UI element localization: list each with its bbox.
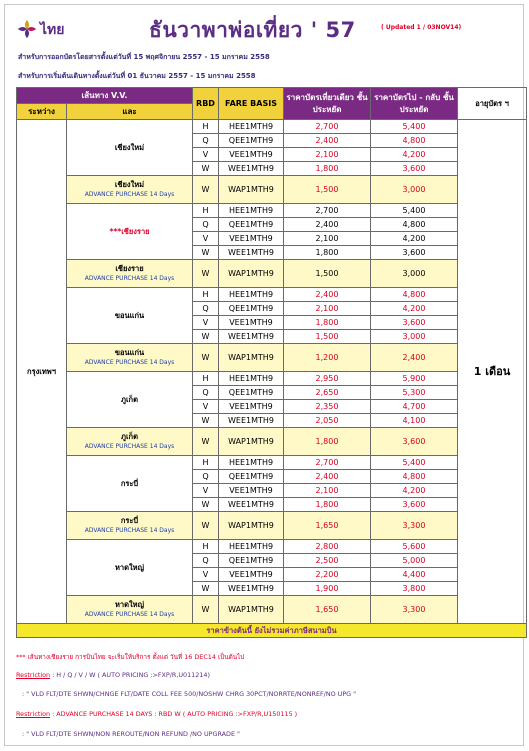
restriction-1: Restriction : H / Q / V / W ( AUTO PRICING :>FXP/R,U011214) <box>16 671 210 679</box>
rt-fare-cell: 4,800 <box>371 470 458 484</box>
fare-row <box>17 540 527 554</box>
rbd-cell: V <box>193 568 219 582</box>
ow-fare-cell: 2,100 <box>284 148 371 162</box>
rbd-cell: W <box>193 176 219 204</box>
fare-basis-cell: WAP1MTH9 <box>219 344 284 372</box>
advance-purchase-row <box>17 344 527 372</box>
fare-basis-cell: WEE1MTH9 <box>219 582 284 596</box>
rbd-cell: V <box>193 148 219 162</box>
thai-airways-logo-icon <box>16 18 38 40</box>
ow-fare-cell: 2,350 <box>284 400 371 414</box>
fare-basis-cell: WAP1MTH9 <box>219 176 284 204</box>
travel-period: สำหรับการเริ่มต้นเดินทางตั้งแต่วันที่ 01 ธันวาคม 2557 - 15 มกราคม 2558 <box>18 72 256 80</box>
fare-basis-cell: QEE1MTH9 <box>219 218 284 232</box>
ow-fare-cell: 1,650 <box>284 596 371 624</box>
rbd-cell: H <box>193 288 219 302</box>
rt-fare-cell: 4,100 <box>371 414 458 428</box>
advance-destination: ภูเก็ต <box>121 432 138 442</box>
advance-destination: หาดใหญ่ <box>114 600 145 610</box>
rbd-cell: H <box>193 540 219 554</box>
logo-wordmark: ไทย <box>40 22 65 38</box>
advance-destination: เชียงใหม่ <box>114 180 145 190</box>
rbd-cell: W <box>193 498 219 512</box>
fare-basis-cell: WEE1MTH9 <box>219 162 284 176</box>
advance-destination-cell <box>67 596 193 624</box>
fare-basis-cell: HEE1MTH9 <box>219 204 284 218</box>
advance-purchase-label: ADVANCE PURCHASE 14 Days <box>84 442 175 450</box>
destination-cell: เชียงใหม่ <box>67 120 193 176</box>
advance-destination: ขอนแก่น <box>114 348 145 358</box>
rbd-cell: W <box>193 414 219 428</box>
rt-fare-cell: 4,200 <box>371 484 458 498</box>
rt-fare-cell: 5,900 <box>371 372 458 386</box>
ow-fare-cell: 2,400 <box>284 288 371 302</box>
rbd-cell: W <box>193 260 219 288</box>
rbd-cell: Q <box>193 302 219 316</box>
ow-fare-cell: 2,050 <box>284 414 371 428</box>
rbd-cell: W <box>193 582 219 596</box>
ow-fare-cell: 2,400 <box>284 470 371 484</box>
advance-destination-cell <box>67 512 193 540</box>
rbd-cell: H <box>193 456 219 470</box>
fare-basis-cell: QEE1MTH9 <box>219 134 284 148</box>
rt-fare-cell: 3,000 <box>371 176 458 204</box>
ow-fare-cell: 2,650 <box>284 386 371 400</box>
advance-destination-cell <box>67 176 193 204</box>
rbd-cell: Q <box>193 470 219 484</box>
ow-fare-cell: 1,650 <box>284 512 371 540</box>
ow-fare-cell: 2,400 <box>284 134 371 148</box>
fare-basis-cell: WEE1MTH9 <box>219 246 284 260</box>
ow-fare-cell: 2,700 <box>284 204 371 218</box>
fare-basis-cell: WAP1MTH9 <box>219 260 284 288</box>
rbd-cell: Q <box>193 386 219 400</box>
advance-destination: กระบี่ <box>120 516 139 526</box>
destination-cell: กระบี่ <box>67 456 193 512</box>
fare-basis-cell: VEE1MTH9 <box>219 568 284 582</box>
rbd-cell: V <box>193 316 219 330</box>
rt-fare-cell: 4,800 <box>371 288 458 302</box>
ow-fare-cell: 1,800 <box>284 428 371 456</box>
validity-cell: 1 เดือน <box>458 120 527 624</box>
fare-basis-cell: HEE1MTH9 <box>219 372 284 386</box>
origin-cell: กรุงเทพฯ <box>17 120 67 624</box>
ow-fare-cell: 1,500 <box>284 260 371 288</box>
rt-fare-cell: 4,200 <box>371 232 458 246</box>
restriction-2: Restriction : ADVANCE PURCHASE 14 DAYS : RBD W ( AUTO PRICING :>FXP/R,U150115 ) <box>16 710 298 718</box>
rt-fare-cell: 5,000 <box>371 554 458 568</box>
ow-fare-cell: 1,800 <box>284 246 371 260</box>
rt-fare-cell: 4,800 <box>371 218 458 232</box>
rt-fare-cell: 3,600 <box>371 162 458 176</box>
fare-basis-cell: HEE1MTH9 <box>219 288 284 302</box>
ow-fare-cell: 1,500 <box>284 176 371 204</box>
rt-fare-cell: 4,700 <box>371 400 458 414</box>
advance-purchase-label: ADVANCE PURCHASE 14 Days <box>84 190 175 198</box>
fare-basis-cell: HEE1MTH9 <box>219 540 284 554</box>
ow-fare-cell: 1,500 <box>284 330 371 344</box>
ow-fare-cell: 2,100 <box>284 302 371 316</box>
advance-purchase-row <box>17 596 527 624</box>
fare-row <box>17 120 527 134</box>
destination-cell: ภูเก็ต <box>67 372 193 428</box>
advance-purchase-label: ADVANCE PURCHASE 14 Days <box>84 358 175 366</box>
ow-fare-cell: 1,800 <box>284 316 371 330</box>
ow-fare-cell: 2,200 <box>284 568 371 582</box>
rbd-cell: V <box>193 400 219 414</box>
ow-fare-cell: 1,200 <box>284 344 371 372</box>
updated-note: ( Updated 1 / 03NOV14) <box>381 24 462 31</box>
ow-fare-cell: 2,100 <box>284 232 371 246</box>
fare-basis-cell: VEE1MTH9 <box>219 316 284 330</box>
fare-table <box>16 87 527 638</box>
advance-purchase-row <box>17 176 527 204</box>
advance-destination-cell <box>67 428 193 456</box>
ow-fare-cell: 2,700 <box>284 120 371 134</box>
advance-purchase-label: ADVANCE PURCHASE 14 Days <box>84 274 175 282</box>
rbd-cell: W <box>193 428 219 456</box>
and-header: และ <box>67 104 193 120</box>
advance-destination-cell <box>67 260 193 288</box>
rbd-cell: Q <box>193 554 219 568</box>
fare-basis-cell: VEE1MTH9 <box>219 484 284 498</box>
rbd-cell: Q <box>193 218 219 232</box>
rbd-cell: Q <box>193 134 219 148</box>
rbd-cell: H <box>193 120 219 134</box>
fare-basis-cell: WAP1MTH9 <box>219 428 284 456</box>
fare-basis-cell: QEE1MTH9 <box>219 554 284 568</box>
advance-purchase-row <box>17 428 527 456</box>
fare-basis-cell: VEE1MTH9 <box>219 400 284 414</box>
fare-row <box>17 456 527 470</box>
advance-destination: เชียงราย <box>115 264 144 274</box>
rt-fare-cell: 3,600 <box>371 428 458 456</box>
rbd-cell: H <box>193 204 219 218</box>
restriction-1-detail: : " VLD FLT/DTE SHWN/CHNGE FLT/DATE COLL FEE 500/NOSHW CHRG 30PCT/NORRTE/NONREF/NO UPG " <box>22 690 357 698</box>
rt-fare-cell: 4,400 <box>371 568 458 582</box>
rt-fare-cell: 3,000 <box>371 330 458 344</box>
fare-basis-cell: HEE1MTH9 <box>219 456 284 470</box>
fare-basis-cell: QEE1MTH9 <box>219 470 284 484</box>
destination-cell: ***เชียงราย <box>67 204 193 260</box>
star-note: *** เส้นทางเชียงราย การบินไทย จะเริ่มให้บริการ ตั้งแต่ วันที่ 16 DEC14 เป็นต้นไป <box>16 653 245 661</box>
tax-note: ราคาข้างต้นนี้ ยังไม่รวมค่าภาษีสนามบิน <box>17 624 527 638</box>
advance-purchase-row <box>17 260 527 288</box>
restriction-2-detail: : " VLD FLT/DTE SHWN/NON REROUTE/NON REFUND /NO UPGRADE " <box>22 730 240 738</box>
rt-fare-cell: 5,400 <box>371 456 458 470</box>
route-header: เส้นทาง V.V. <box>17 88 193 104</box>
rbd-cell: W <box>193 330 219 344</box>
page-title: ธันวาพาพ่อเที่ยว ' 57 <box>149 18 356 42</box>
ow-fare-cell: 2,500 <box>284 554 371 568</box>
rbd-cell: V <box>193 484 219 498</box>
fare-basis-cell: WEE1MTH9 <box>219 498 284 512</box>
fare-basis-cell: VEE1MTH9 <box>219 148 284 162</box>
fare-basis-cell: WEE1MTH9 <box>219 414 284 428</box>
ow-fare-header: ราคาบัตรเที่ยวเดียว ชั้นประหยัด <box>284 88 371 120</box>
rt-fare-cell: 5,600 <box>371 540 458 554</box>
fare-basis-cell: VEE1MTH9 <box>219 232 284 246</box>
rbd-cell: W <box>193 246 219 260</box>
advance-purchase-row <box>17 512 527 540</box>
destination-cell: ขอนแก่น <box>67 288 193 344</box>
fare-basis-cell: QEE1MTH9 <box>219 386 284 400</box>
rbd-cell: W <box>193 162 219 176</box>
rt-fare-cell: 2,400 <box>371 344 458 372</box>
rt-fare-cell: 5,300 <box>371 386 458 400</box>
ow-fare-cell: 2,700 <box>284 456 371 470</box>
rbd-header: RBD <box>193 88 219 120</box>
rbd-cell: W <box>193 596 219 624</box>
rt-fare-cell: 4,200 <box>371 302 458 316</box>
fare-basis-header: FARE BASIS <box>219 88 284 120</box>
rbd-cell: H <box>193 372 219 386</box>
fare-basis-cell: QEE1MTH9 <box>219 302 284 316</box>
footer-row <box>17 624 527 638</box>
rt-fare-cell: 3,600 <box>371 498 458 512</box>
rbd-cell: W <box>193 512 219 540</box>
rt-fare-cell: 3,300 <box>371 512 458 540</box>
rt-fare-header: ราคาบัตรไป - กลับ ชั้นประหยัด <box>371 88 458 120</box>
advance-purchase-label: ADVANCE PURCHASE 14 Days <box>84 526 175 534</box>
fare-row <box>17 288 527 302</box>
validity-header: อายุบัตร ฯ <box>458 88 527 120</box>
rt-fare-cell: 3,000 <box>371 260 458 288</box>
rt-fare-cell: 5,400 <box>371 120 458 134</box>
fare-basis-cell: WAP1MTH9 <box>219 512 284 540</box>
destination-cell: หาดใหญ่ <box>67 540 193 596</box>
ow-fare-cell: 2,950 <box>284 372 371 386</box>
advance-purchase-label: ADVANCE PURCHASE 14 Days <box>84 610 175 618</box>
advance-destination-cell <box>67 344 193 372</box>
fare-basis-cell: WAP1MTH9 <box>219 596 284 624</box>
fare-row <box>17 204 527 218</box>
ticketing-period: สำหรับการออกบัตรโดยสารตั้งแต่วันที่ 15 พฤศจิกายน 2557 - 15 มกราคม 2558 <box>18 53 270 61</box>
fare-basis-cell: HEE1MTH9 <box>219 120 284 134</box>
rt-fare-cell: 3,300 <box>371 596 458 624</box>
rt-fare-cell: 4,800 <box>371 134 458 148</box>
ow-fare-cell: 2,100 <box>284 484 371 498</box>
ow-fare-cell: 2,400 <box>284 218 371 232</box>
rt-fare-cell: 3,800 <box>371 582 458 596</box>
fare-row <box>17 372 527 386</box>
rt-fare-cell: 3,600 <box>371 316 458 330</box>
ow-fare-cell: 1,800 <box>284 498 371 512</box>
fare-basis-cell: WEE1MTH9 <box>219 330 284 344</box>
ow-fare-cell: 1,800 <box>284 162 371 176</box>
rt-fare-cell: 3,600 <box>371 246 458 260</box>
ow-fare-cell: 1,900 <box>284 582 371 596</box>
between-header: ระหว่าง <box>17 104 67 120</box>
rt-fare-cell: 4,200 <box>371 148 458 162</box>
ow-fare-cell: 2,800 <box>284 540 371 554</box>
rbd-cell: V <box>193 232 219 246</box>
rbd-cell: W <box>193 344 219 372</box>
rt-fare-cell: 5,400 <box>371 204 458 218</box>
